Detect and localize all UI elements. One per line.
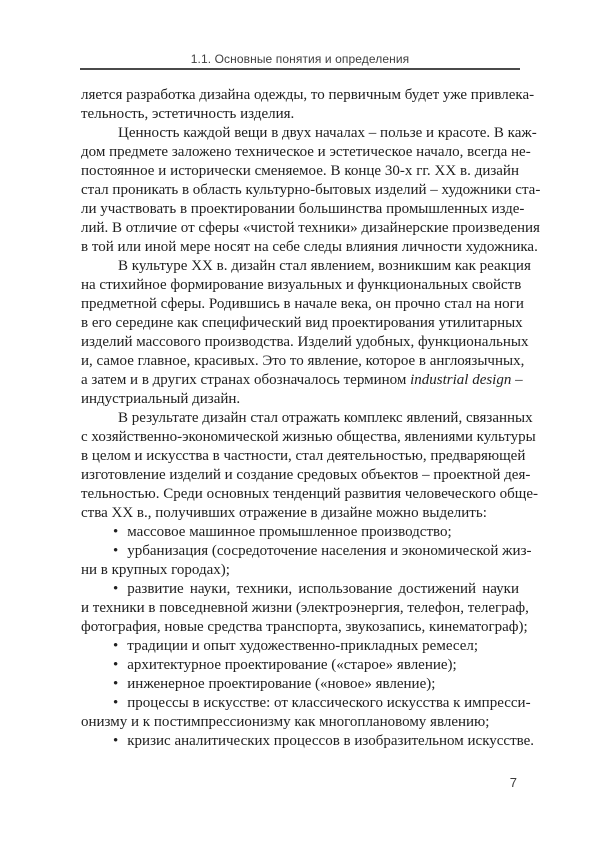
page-number: 7 bbox=[509, 775, 517, 790]
text-line: в целом и искусства в частности, стал деятельностью, предваряющей bbox=[81, 448, 526, 464]
text-line: • архитектурное проектирование («старое» явление); bbox=[113, 657, 457, 673]
text-line: В результате дизайн стал отражать комплекс явлений, связанных bbox=[118, 410, 533, 426]
bullet-icon: • bbox=[113, 676, 119, 692]
text-line: • развитие науки, техники, использование достижений науки bbox=[113, 581, 519, 597]
text-line: • урбанизация (сосредоточение населения и экономической жиз- bbox=[113, 543, 532, 559]
text-line: дом предмете заложено техническое и эстетическое начало, всегда не- bbox=[81, 144, 531, 160]
bullet-icon: • bbox=[113, 638, 119, 654]
bullet-icon: • bbox=[113, 695, 119, 711]
text-line: • массовое машинное промышленное производство; bbox=[113, 524, 452, 540]
text-line: стал проникать в область культурно-бытовых изделий – художники ста- bbox=[81, 182, 541, 198]
bullet-icon: • bbox=[113, 543, 119, 559]
bullet-icon: • bbox=[113, 524, 119, 540]
header-rule bbox=[80, 68, 520, 70]
text-line: тельностью. Среди основных тенденций развития человеческого обще- bbox=[81, 486, 538, 502]
text-line: • процессы в искусстве: от классического искусства к импресси- bbox=[113, 695, 531, 711]
text-line: изделий массового производства. Изделий удобных, функциональных bbox=[81, 334, 529, 350]
text-line: в его середине как специфический вид проектирования утилитарных bbox=[81, 315, 523, 331]
bullet-icon: • bbox=[113, 733, 119, 749]
text-line: ни в крупных городах); bbox=[81, 562, 230, 578]
bullet-icon: • bbox=[113, 657, 119, 673]
running-header-title: 1.1. Основные понятия и определения bbox=[190, 52, 410, 66]
text-line: и техники в повседневной жизни (электроэнергия, телефон, телеграф, bbox=[81, 600, 529, 616]
text-line: и, самое главное, красивых. Это то явление, которое в англоязычных, bbox=[81, 353, 525, 369]
text-line: ляется разработка дизайна одежды, то первичным будет уже привлека- bbox=[81, 87, 535, 103]
text-line: • кризис аналитических процессов в изобразительном искусстве. bbox=[113, 733, 535, 749]
text-line: фотография, новые средства транспорта, звукозапись, кинематограф); bbox=[81, 619, 528, 635]
text-line: • инженерное проектирование («новое» явление); bbox=[113, 676, 436, 692]
text-line: онизму и к постимпрессионизму как многоплановому явлению; bbox=[81, 714, 490, 730]
text-line: В культуре XX в. дизайн стал явлением, возникшим как реакция bbox=[118, 258, 531, 274]
text-line: в той или иной мере носят на себе следы влияния личности художника. bbox=[81, 239, 538, 255]
text-line: изготовление изделий и создание средовых объектов – проектной дея- bbox=[81, 467, 531, 483]
text-line: предметной сферы. Родившись в начале века, он прочно стал на ноги bbox=[81, 296, 524, 312]
text-line: лий. В отличие от сферы «чистой техники» дизайнерские произведения bbox=[81, 220, 540, 236]
text-line: ли участвовать в проектировании большинства промышленных изде- bbox=[81, 201, 525, 217]
text-line: а затем и в других странах обозначалось термином industrial design – bbox=[81, 372, 523, 388]
text-line: индустриальный дизайн. bbox=[81, 391, 241, 407]
text-line: Ценность каждой вещи в двух началах – пользе и красоте. В каж- bbox=[118, 125, 537, 141]
bullet-icon: • bbox=[113, 581, 119, 597]
text-line: на стихийное формирование визуальных и функциональных свойств bbox=[81, 277, 522, 293]
text-line: с хозяйственно-экономической жизнью общества, явлениями культуры bbox=[81, 429, 536, 445]
text-line: ства XX в., получивших отражение в дизайне можно выделить: bbox=[81, 505, 487, 521]
text-line: постоянное и исторически сменяемое. В конце 30-х гг. XX в. дизайн bbox=[81, 163, 519, 179]
text-line: • традиции и опыт художественно-прикладных ремесел; bbox=[113, 638, 479, 654]
text-line: тельность, эстетичность изделия. bbox=[81, 106, 295, 122]
text-block bbox=[81, 86, 541, 751]
